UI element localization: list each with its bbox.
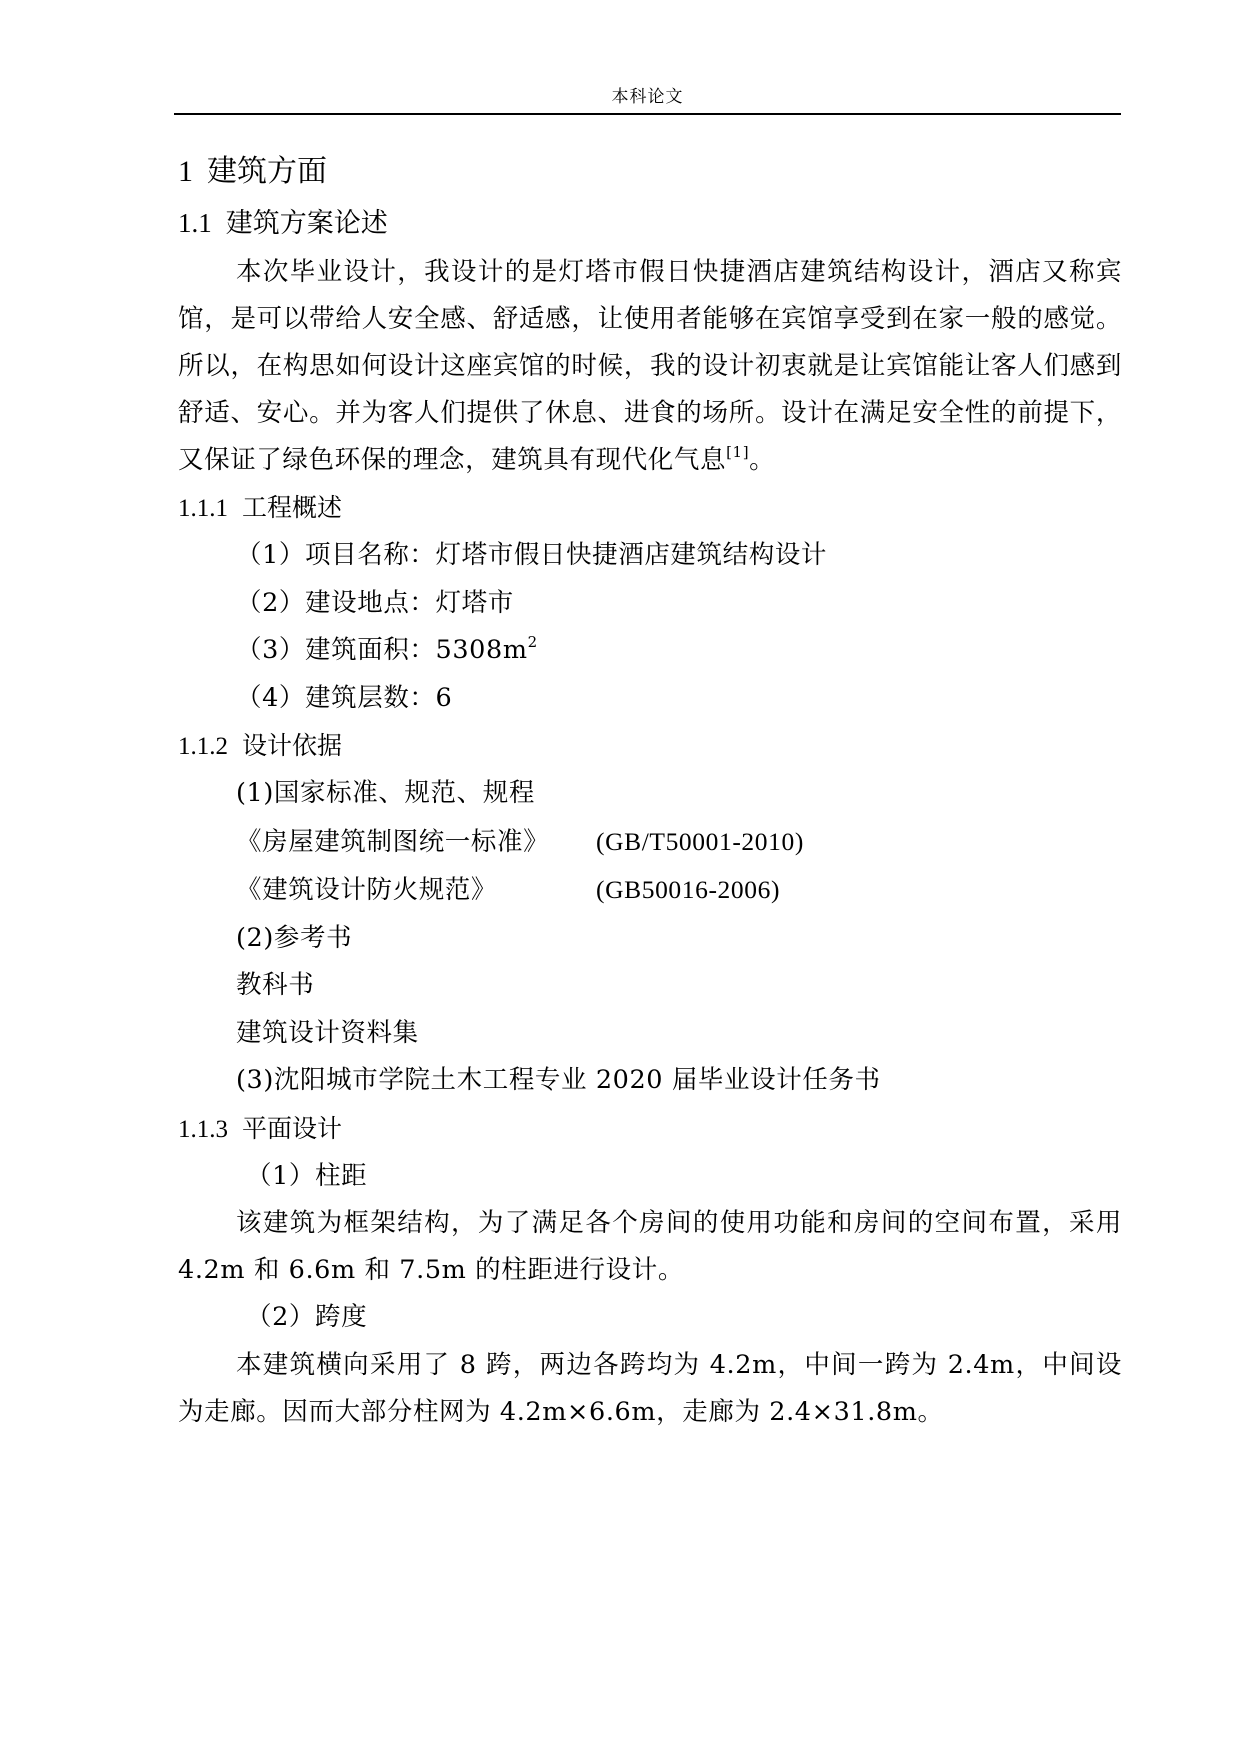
span-paragraph: 本建筑横向采用了 8 跨，两边各跨均为 4.2m，中间一跨为 2.4m，中间设为走廊。因而大部分柱网为 4.2m×6.6m，走廊为 2.4×31.8m。: [178, 1349, 1122, 1427]
project-location-item: （2）建设地点：灯塔市: [236, 587, 514, 618]
section-title: 工程概述: [242, 493, 343, 522]
span-subtitle: （2）跨度: [246, 1302, 368, 1332]
citation-mark: [1]: [726, 443, 750, 461]
section-title: 建筑方案论述: [225, 208, 388, 239]
reference-group-title: (2)参考书: [236, 922, 353, 953]
section-heading-1-1-1: [178, 484, 1122, 532]
reference-book-item: 建筑设计资料集: [236, 1017, 419, 1048]
task-book-item: (3)沈阳城市学院土木工程专业 2020 届毕业设计任务书: [236, 1065, 881, 1095]
standard-name: 《房屋建筑制图统一标准》: [236, 826, 550, 857]
section-number: 1.1.2: [178, 733, 228, 760]
section-number: 1.1.3: [178, 1115, 228, 1143]
paragraph-end: 。: [749, 445, 776, 475]
overview-paragraph: [178, 249, 1122, 484]
standards-group-title: (1)国家标准、规范、规程: [236, 778, 535, 808]
standard-code: (GB50016-2006): [596, 875, 781, 904]
column-spacing-subtitle: （1）柱距: [246, 1160, 368, 1191]
page-header: 本科论文: [611, 87, 684, 107]
section-heading-1-1-2: [178, 722, 1122, 770]
section-number: 1: [178, 155, 193, 188]
standard-item: [178, 818, 1122, 867]
standard-name: 《建筑设计防火规范》: [236, 875, 498, 905]
column-spacing-paragraph: 该建筑为框架结构，为了满足各个房间的使用功能和房间的空间布置，采用 4.2m 和 6.6m 和 7.5m 的柱距进行设计。: [178, 1208, 1122, 1285]
document-body: [178, 146, 1122, 1436]
section-heading-1-1: [178, 198, 1122, 249]
project-area-item: [178, 627, 1122, 675]
project-floors-item: （4）建筑层数：6: [236, 682, 453, 713]
area-unit-superscript: 2: [527, 633, 538, 651]
paragraph-text: 本次毕业设计，我设计的是灯塔市假日快捷酒店建筑结构设计，酒店又称宾馆，是可以带给人安全感、舒适感，让使用者能够在宾馆享受到在家一般的感觉。所以，在构思如何设计这座宾馆的时候，我的设计初衷就是让宾馆能让客人们感到舒适、安心。并为客人们提供了休息、进食的场所。设计在满足安全性的前提下，又保证了绿色环保的理念，建筑具有现代化气息: [178, 257, 1122, 475]
section-heading-1: [178, 146, 1122, 198]
project-name-item: （1）项目名称：灯塔市假日快捷酒店建筑结构设计: [236, 540, 828, 570]
standard-item: [178, 866, 1122, 915]
reference-book-item: 教科书: [236, 970, 315, 1000]
section-title: 建筑方面: [207, 154, 327, 189]
standard-code: (GB/T50001-2010): [596, 826, 804, 856]
section-number: 1.1.1: [178, 495, 228, 522]
section-heading-1-1-3: [178, 1105, 1122, 1153]
area-text: （3）建筑面积：5308m: [236, 635, 528, 665]
section-title: 平面设计: [242, 1113, 343, 1143]
section-number: 1.1: [178, 208, 212, 238]
header-rule: [174, 113, 1121, 115]
section-title: 设计依据: [242, 731, 343, 760]
